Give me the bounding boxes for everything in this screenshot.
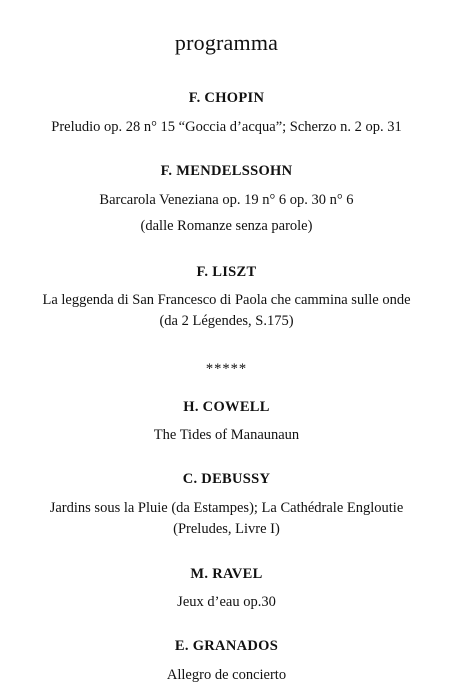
work-debussy-line-1: Jardins sous la Pluie (da Estampes); La Cathédrale Engloutie	[49, 500, 404, 516]
work-mendelssohn-line-1: Barcarola Veneziana op. 19 n° 6 op. 30 n° 6	[99, 192, 354, 208]
work-ravel-line-1: Jeux d’eau op.30	[177, 594, 276, 610]
work-liszt-line-2: (da 2 Légendes, S.175)	[159, 313, 294, 329]
composer-chopin: F. CHOPIN	[188, 90, 265, 106]
work-liszt-line-1: La leggenda di San Francesco di Paola che cammina sulle onde	[42, 292, 411, 308]
work-debussy-line-2: (Preludes, Livre I)	[173, 521, 280, 537]
work-granados-line-1: Allegro de concierto	[166, 667, 287, 683]
composer-granados: E. GRANADOS	[174, 638, 279, 654]
composer-cowell: H. COWELL	[183, 399, 270, 415]
work-mendelssohn-line-2: (dalle Romanze senza parole)	[140, 218, 313, 234]
composer-ravel: M. RAVEL	[190, 566, 263, 582]
composer-debussy: C. DEBUSSY	[182, 471, 271, 487]
work-chopin-line-1: Preludio op. 28 n° 15 “Goccia d’acqua”; Scherzo n. 2 op. 31	[51, 119, 402, 135]
work-cowell-line-1: The Tides of Manaunaun	[153, 427, 300, 443]
section-separator: *****	[205, 361, 248, 377]
composer-liszt: F. LISZT	[196, 264, 257, 280]
program-title: programma	[174, 30, 279, 55]
composer-mendelssohn: F. MENDELSSOHN	[160, 163, 293, 179]
